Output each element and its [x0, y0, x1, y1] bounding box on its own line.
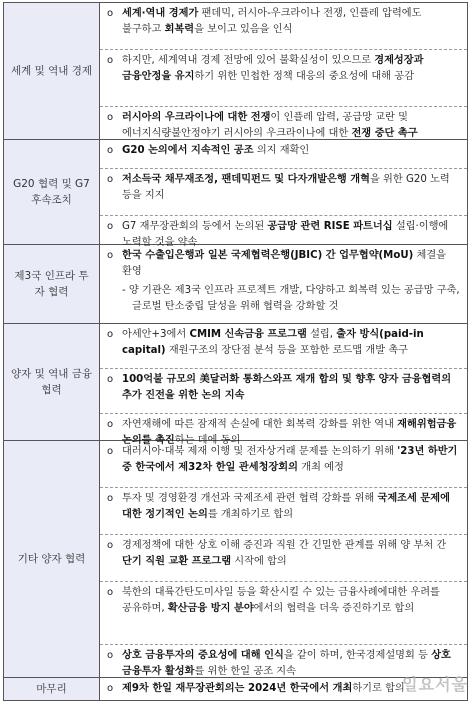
bold-text: 단기 직원 교환 프로그램: [122, 555, 232, 567]
item-text: 체결을 환영: [122, 250, 447, 277]
bold-text: 회복력: [164, 23, 195, 35]
item-text: 하기 위한 민첩한 정책 대응의 중요성에 대해 공감: [194, 70, 414, 82]
item-text: 의지 재확인: [253, 145, 310, 156]
bullet-icon: o: [107, 8, 114, 19]
list-item: [100, 169, 467, 216]
table-row: [3, 2, 468, 140]
bold-text: 상호 금융투자의 중요성에 대해 인식: [122, 650, 284, 661]
bullet-icon: o: [107, 174, 114, 185]
item-text: 하는 데에 동의: [174, 434, 241, 446]
item-text: 경제정책에 대한 상호 이해 증진과 직원 간 긴밀한 관계를 위해 양 부처 간: [122, 540, 447, 551]
item-text: 자연재해에 따른 잠재적 손실에 대한 회복력 강화를 위한 역내: [122, 419, 398, 430]
bullet-icon: o: [107, 540, 114, 551]
bullet-icon: o: [107, 250, 114, 261]
bold-text: 국제조세 문제에 대한 정기적인 논의: [122, 493, 450, 520]
bold-text: CMIM 신속금융 프로그램: [189, 329, 307, 340]
list-item: [100, 107, 467, 144]
list-item: [100, 535, 467, 582]
sub-item: - 양 기관은 제3국 인프라 프로젝트 개발, 다양하고 회복력 있는 공급망 구축, 글로벌 탄소중립 달성을 위해 협력을 강화할 것: [122, 285, 460, 312]
list-item: [100, 140, 467, 169]
bold-text: 러시아의 우크라이나에 대한 전쟁: [122, 112, 271, 123]
list-item: [100, 50, 467, 107]
table-row: [3, 441, 468, 678]
item-text: 에서의 협력을 더욱 증진하기로 합의: [253, 602, 415, 614]
category-cell: 세계 및 역내 경제: [4, 3, 100, 139]
category-cell: 제3국 인프라 투자 협력: [4, 245, 100, 323]
bold-text: 출자 방식(paid-in capital): [122, 329, 424, 356]
bold-text: 확산금융 방지 분야: [167, 602, 254, 614]
category-cell: 기타 양자 협력: [4, 441, 100, 677]
item-text: 투자 및 경영환경 개선과 국제조세 관련 협력 강화를 위해: [122, 493, 378, 504]
bold-text: 제9차 한일 재무장관회의는 2024년 한국에서 개최: [122, 683, 353, 694]
content-cell: [100, 324, 467, 446]
list-item: [100, 441, 467, 488]
item-text: 를 위한 한일 공조 지속: [194, 665, 296, 677]
item-text: 하지만, 세계역내 경제 전망에 있어 불확실성이 있으므로: [122, 55, 375, 66]
bullet-icon: o: [107, 329, 114, 340]
bullet-icon: o: [107, 145, 114, 156]
bullet-icon: o: [107, 419, 114, 430]
bold-text: 100억불 규모의 美달러화 통화스와프 재개 합의 및 향후 양자 금융협력의 추가 진전을 위한 논의 지속: [122, 374, 452, 401]
list-item: [100, 245, 467, 317]
bullet-icon: o: [107, 221, 114, 232]
item-text: 를 개최하기로 합의: [207, 508, 294, 520]
category-cell: 양자 및 역내 금융협력: [4, 324, 100, 440]
bold-text: 전쟁 중단 촉구: [351, 127, 418, 139]
item-text: 설립,: [306, 329, 337, 340]
bold-text: 경제성장과 금융안정을 유지: [122, 55, 424, 82]
content-cell: [100, 441, 467, 677]
item-text: 시작에 합의: [231, 555, 287, 567]
list-item: [100, 582, 467, 645]
item-text: 재원구조의 장단점 분석 등을 포함한 로드맵 개발 촉구: [165, 344, 409, 356]
category-cell: 마무리: [4, 678, 100, 700]
item-text: 팬데믹, 러시아-우크라이나 전쟁, 인플레 압력에도 불구하고: [122, 8, 422, 35]
bullet-icon: o: [107, 683, 114, 694]
item-text: 이 인플레 압력, 공급망 교란 및 에너지식량불안정야기 러시아의 우크라이나에 대한: [122, 112, 408, 139]
table-row: [3, 140, 468, 248]
item-text: 개최 예정: [297, 461, 344, 473]
table-row: [3, 324, 468, 446]
item-text: 대러시아·대북 제재 이행 및 전자상거래 문제를 논의하기 위해: [122, 446, 398, 457]
category-cell: G20 협력 및 G7 후속조치: [4, 140, 100, 244]
bold-text: 상호 금융투자 활성화: [122, 650, 451, 677]
list-item: [100, 3, 467, 50]
summary-table: [3, 2, 468, 701]
item-text: 을 위한 G20 노력 등을 지지: [122, 174, 450, 201]
bullet-icon: o: [107, 446, 114, 457]
list-item: [100, 369, 467, 414]
item-text: G7 재무장관회의 등에서 논의된: [122, 221, 268, 232]
content-cell: [100, 245, 467, 323]
bullet-icon: o: [107, 493, 114, 504]
bold-text: 저소득국 채무재조정, 팬데믹펀드 및 다자개발은행 개혁: [122, 174, 370, 185]
item-text: 하기로 합의: [352, 683, 405, 694]
bullet-icon: o: [107, 374, 114, 385]
item-text: 을 같이 하며, 한국경제설명회 등: [283, 650, 432, 661]
bullet-icon: o: [107, 112, 114, 123]
table-row: [3, 245, 468, 324]
bold-text: 한국 수출입은행과 일본 국제협력은행(JBIC) 간 업무협약(MoU): [122, 250, 414, 261]
bullet-icon: o: [107, 650, 114, 661]
content-cell: [100, 3, 467, 139]
watermark: 일요서울: [402, 675, 468, 694]
item-text: 설립·이행에 노력할 것을 약속: [122, 221, 449, 248]
bold-text: G20 논의에서 지속적인 공조: [122, 145, 254, 156]
item-text: 아세안+3에서: [122, 329, 190, 340]
content-cell: [100, 140, 467, 248]
item-text: 북한의 대륙간탄도미사일 등을 확산시킬 수 있는 금융사례에대한 우려를 공유하며,: [122, 587, 440, 614]
bold-text: 세계·역내 경제가: [122, 8, 199, 19]
bold-text: '23년 하반기 중 한국에서 제32차 한일 관세청장회의: [122, 446, 458, 473]
list-item: [100, 324, 467, 369]
bullet-icon: o: [107, 587, 114, 598]
table-row: [3, 678, 468, 701]
bold-text: 공급망 관련 RISE 파트너십: [267, 221, 393, 232]
list-item: [100, 488, 467, 535]
item-text: 을 보이고 있음을 인식: [194, 23, 293, 35]
bullet-icon: o: [107, 55, 114, 66]
bold-text: 재해위험금융 논의를 촉진: [122, 419, 457, 446]
